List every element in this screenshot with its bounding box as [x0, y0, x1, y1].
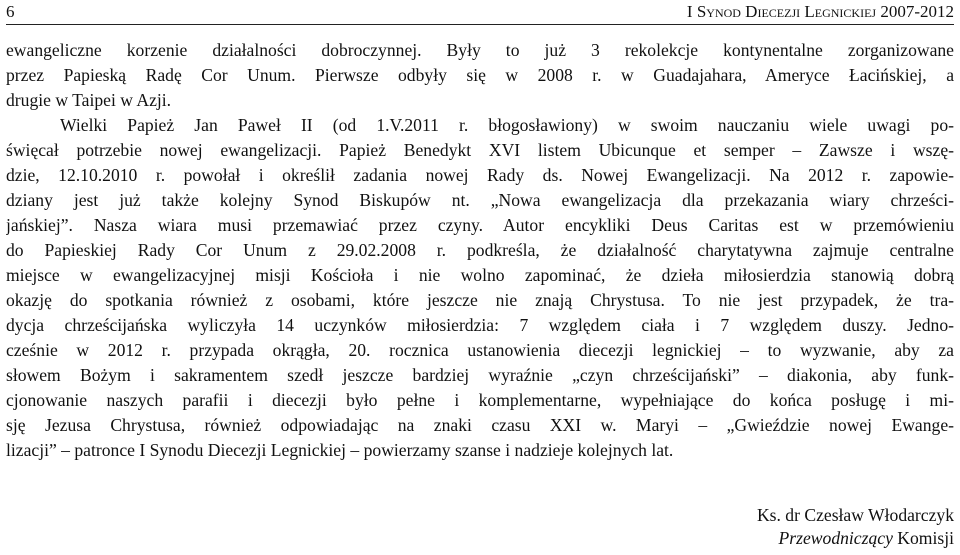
text-line: lizacji” – patronce I Synodu Diecezji Legnickiej – powierzamy szanse i nadzieje kolejnych lat. [6, 440, 674, 460]
signature-block [757, 504, 954, 550]
running-title: I Synod Diecezji Legnickiej 2007-2012 [686, 2, 954, 21]
text-line: cjonowanie naszych parafii i diecezji było pełne i komplementarne, wypełniające do końca posługę i mi- [6, 390, 954, 410]
signature-role: Przewodniczący [778, 528, 893, 548]
body-text [6, 38, 954, 463]
text-line: dycja chrześcijańska wyliczyła 14 uczynków miłosierdzia: 7 względem ciała i 7 względem duszy. Jedno- [6, 315, 954, 335]
text-line: do Papieskiej Rady Cor Unum z 29.02.2008 r. podkreśla, że działalność charytatywna zajmuje centralne [6, 240, 954, 260]
text-line: okazję do spotkania również z osobami, które jeszcze nie znają Chrystusa. To nie jest przypadek, że tra- [6, 290, 954, 310]
text-line: słowem Bożym i sakramentem szedł jeszcze bardziej wyraźnie „czyn chrześcijański” – diakonia, aby funk- [6, 365, 954, 385]
text-line: cześnie w 2012 r. przypada okrągła, 20. rocznica ustanowienia diecezji legnickiej – to wyzwanie, aby za [6, 340, 954, 360]
text-line: drugie w Taipei w Azji. [6, 90, 172, 110]
signature-title [757, 527, 954, 550]
text-line: dziany jest już także kolejny Synod Biskupów nt. „Nowa ewangelizacja dla przekazania wiary chrześci- [6, 190, 954, 210]
text-line: przez Papieską Radę Cor Unum. Pierwsze odbyły się w 2008 r. w Guadajahara, Ameryce Łacińskiej, a [6, 65, 954, 85]
page-number: 6 [6, 2, 15, 21]
signature-committee: Komisji [897, 528, 954, 548]
text-line: ewangeliczne korzenie działalności dobroczynnej. Były to już 3 rekolekcje kontynentalne zorganizowane [6, 40, 954, 60]
page-header [6, 2, 954, 25]
text-line: święcał potrzebie nowej ewangelizacji. Papież Benedykt XVI listem Ubicunque et semper – Zawsze i wszę- [6, 140, 954, 160]
text-line: Wielki Papież Jan Paweł II (od 1.V.2011 r. błogosławiony) w swoim nauczaniu wiele uwagi po- [60, 115, 954, 135]
text-line: sję Jezusa Chrystusa, również odpowiadając na znaki czasu XXI w. Maryi – „Gwieździe nowej Ewange- [6, 415, 954, 435]
text-line: miejsce w ewangelizacyjnej misji Kościoła i nie wolno zapominać, że dzieła miłosierdzia stanowią dobrą [6, 265, 954, 285]
text-line: jańskiej”. Nasza wiara musi przemawiać przez czyny. Autor encykliki Deus Caritas est w przemówieniu [6, 215, 954, 235]
text-line: dzie, 12.10.2010 r. powołał i określił zadania nowej Rady ds. Nowej Ewangelizacji. Na 2012 r. zapowie- [6, 165, 954, 185]
signature-name: Ks. dr Czesław Włodarczyk [756, 505, 954, 525]
